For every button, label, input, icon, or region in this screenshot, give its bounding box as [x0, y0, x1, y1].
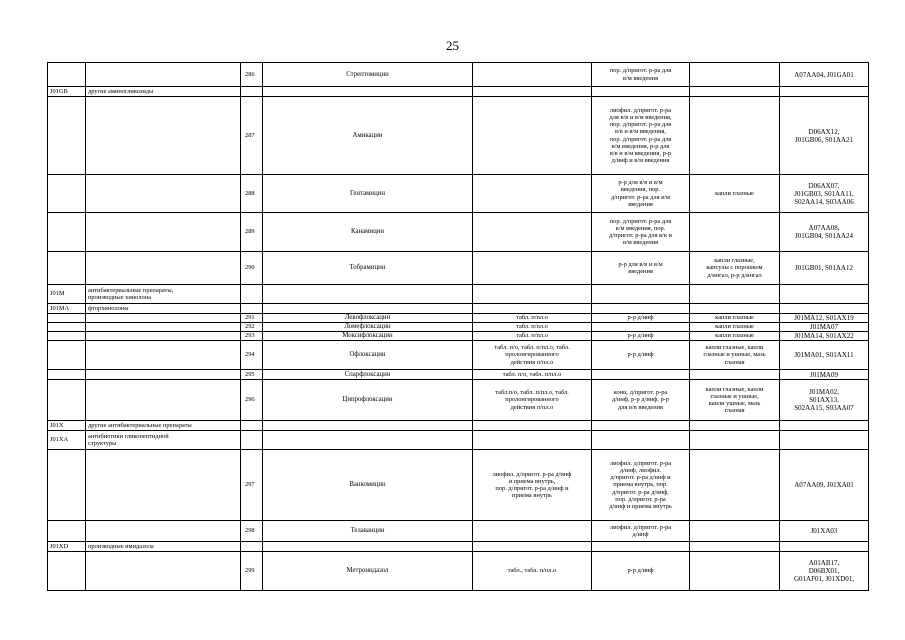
dosage-forms-parenteral [592, 421, 690, 431]
atc-group-code [48, 97, 86, 175]
table-row [48, 542, 869, 552]
atc-group-code: J01MA [48, 304, 86, 314]
dosage-forms-other [690, 521, 780, 542]
dosage-forms-parenteral: лиофил. д/пригот. р-ра для в/в и в/м введения, пор. д/пригот. р-ра для в/в и в/м введения, пор. д/пригот. р-ра для в/м введения, р-р для в/в и в/м введения, р-р д/инф и в/м введения [592, 97, 690, 175]
row-number: 296 [241, 380, 263, 421]
dosage-forms-parenteral [592, 542, 690, 552]
atc-group-code [48, 252, 86, 285]
group-name [86, 370, 241, 380]
drug-name: Ломефлоксацин [263, 323, 473, 332]
table-row [48, 97, 869, 175]
atc-codes: J01MA01, S01AX11 [780, 341, 869, 370]
dosage-forms-oral [473, 431, 592, 450]
dosage-forms-other [690, 552, 780, 591]
drug-name [263, 421, 473, 431]
atc-codes: J01MA12, S01AX19 [780, 314, 869, 323]
row-number: 294 [241, 341, 263, 370]
atc-codes [780, 431, 869, 450]
atc-codes: J01GB01, S01AA12 [780, 252, 869, 285]
dosage-forms-parenteral: р-р д/инф [592, 314, 690, 323]
row-number [241, 431, 263, 450]
dosage-forms-other [690, 87, 780, 97]
group-name: производные имидазола [86, 542, 241, 552]
dosage-forms-other: капли глазные, капли глазные и ушные, капли ушные, мазь глазная [690, 380, 780, 421]
table-row [48, 521, 869, 542]
drug-name: Гентамицин [263, 175, 473, 213]
row-number: 290 [241, 252, 263, 285]
drug-name: Левофлоксацин [263, 314, 473, 323]
drug-name: Стрептомицин [263, 63, 473, 87]
dosage-forms-oral [473, 175, 592, 213]
row-number: 289 [241, 213, 263, 252]
atc-group-code: J01XD [48, 542, 86, 552]
row-number: 299 [241, 552, 263, 591]
dosage-forms-oral [473, 285, 592, 304]
table-row [48, 421, 869, 431]
dosage-forms-other [690, 63, 780, 87]
atc-group-code [48, 380, 86, 421]
row-number: 288 [241, 175, 263, 213]
drug-name: Амикацин [263, 97, 473, 175]
dosage-forms-oral [473, 63, 592, 87]
drug-name: Метронидазол [263, 552, 473, 591]
dosage-forms-other [690, 97, 780, 175]
row-number [241, 304, 263, 314]
drug-name [263, 431, 473, 450]
dosage-forms-oral: табл. п/пл.о [473, 332, 592, 341]
dosage-forms-parenteral [592, 370, 690, 380]
dosage-forms-oral: табл. п/пл.о [473, 323, 592, 332]
group-name [86, 314, 241, 323]
atc-group-code [48, 332, 86, 341]
atc-group-code [48, 552, 86, 591]
atc-group-code [48, 63, 86, 87]
drug-name: Ципрофлоксацин [263, 380, 473, 421]
atc-group-code [48, 175, 86, 213]
dosage-forms-parenteral: пор. д/пригот. р-ра для в/м введения [592, 63, 690, 87]
group-name: другие аминогликозиды [86, 87, 241, 97]
dosage-forms-parenteral: р-р д/инф [592, 332, 690, 341]
atc-group-code: J01GB [48, 87, 86, 97]
dosage-forms-other: капли глазные, капсулы с порошком д/ингал, р-р д/ингал [690, 252, 780, 285]
dosage-forms-oral [473, 97, 592, 175]
dosage-forms-oral [473, 252, 592, 285]
dosage-forms-parenteral: лиофил. д/пригот. р-ра д/инф [592, 521, 690, 542]
row-number: 298 [241, 521, 263, 542]
table-row [48, 304, 869, 314]
table-row [48, 63, 869, 87]
group-name [86, 332, 241, 341]
table-row [48, 285, 869, 304]
row-number: 295 [241, 370, 263, 380]
atc-codes: D06AX07, J01GB03, S01AA11, S02AA14, S03AA06 [780, 175, 869, 213]
group-name [86, 97, 241, 175]
dosage-forms-parenteral: р-р д/инф [592, 552, 690, 591]
dosage-forms-parenteral [592, 323, 690, 332]
group-name [86, 341, 241, 370]
drug-name: Спарфлоксацин [263, 370, 473, 380]
drug-name: Офлоксацин [263, 341, 473, 370]
dosage-forms-parenteral [592, 87, 690, 97]
dosage-forms-parenteral: р-р д/инф [592, 341, 690, 370]
group-name: антибиотики гликопептидной структуры [86, 431, 241, 450]
dosage-forms-oral: табл.п/о, табл. п/пл.о, табл. пролонгированного действия п/пл.о [473, 380, 592, 421]
drug-name [263, 542, 473, 552]
atc-codes [780, 542, 869, 552]
atc-group-code [48, 314, 86, 323]
atc-codes [780, 285, 869, 304]
group-name [86, 175, 241, 213]
dosage-forms-parenteral: р-р для в/в и в/м введения [592, 252, 690, 285]
atc-codes: A01AB17, D06BX01, G01AF01, J01XD01, [780, 552, 869, 591]
dosage-forms-other: капли глазные [690, 314, 780, 323]
dosage-forms-oral: лиофил. д/пригот. р-ра д/инф и приема внутрь, пор. д/пригот. р-ра д/инф и приема внутрь [473, 450, 592, 521]
drug-name [263, 304, 473, 314]
row-number [241, 285, 263, 304]
dosage-forms-oral: табл. п/пл.о [473, 314, 592, 323]
atc-group-code [48, 450, 86, 521]
atc-group-code [48, 370, 86, 380]
group-name [86, 450, 241, 521]
row-number: 286 [241, 63, 263, 87]
atc-codes: J01MA02, S01AX13, S02AA15, S03AA07 [780, 380, 869, 421]
table-row [48, 450, 869, 521]
dosage-forms-other: капли глазные [690, 332, 780, 341]
table-row [48, 552, 869, 591]
drug-name [263, 285, 473, 304]
group-name [86, 252, 241, 285]
dosage-forms-oral [473, 421, 592, 431]
atc-group-code [48, 323, 86, 332]
dosage-forms-oral [473, 304, 592, 314]
atc-codes: J01MA09 [780, 370, 869, 380]
row-number: 293 [241, 332, 263, 341]
dosage-forms-parenteral [592, 431, 690, 450]
group-name [86, 213, 241, 252]
dosage-forms-parenteral [592, 285, 690, 304]
row-number: 297 [241, 450, 263, 521]
atc-group-code: J01M [48, 285, 86, 304]
atc-codes: J01MA07 [780, 323, 869, 332]
dosage-forms-oral [473, 521, 592, 542]
dosage-forms-other [690, 542, 780, 552]
dosage-forms-parenteral: лиофил. д/пригот. р-ра д/инф, лиофил. д/пригот. р-ра д/инф и приема внутрь, пор. д/пригот. р-ра д/инф, пор. д/пригот. р-ра д/инф и приема внутрь [592, 450, 690, 521]
group-name: фторхинолоны [86, 304, 241, 314]
table-row [48, 380, 869, 421]
atc-codes: J01MA14, S01AX22 [780, 332, 869, 341]
table-row [48, 87, 869, 97]
page-number: 25 [446, 38, 459, 53]
group-name [86, 521, 241, 542]
atc-codes: D06AX12, J01GB06, S01AA21 [780, 97, 869, 175]
dosage-forms-oral: табл. п/о, табл. п/пл.о [473, 370, 592, 380]
row-number: 287 [241, 97, 263, 175]
atc-group-code: J01X [48, 421, 86, 431]
dosage-forms-parenteral: конц. д/пригот. р-ра д/инф, р-р д/инф, р-р для в/в введения [592, 380, 690, 421]
dosage-forms-other [690, 213, 780, 252]
table-row [48, 252, 869, 285]
table-row [48, 370, 869, 380]
row-number [241, 542, 263, 552]
drug-name: Телаванцин [263, 521, 473, 542]
dosage-forms-oral: табл. п/о, табл. п/пл.о, табл. пролонгированного действия п/пл.о [473, 341, 592, 370]
row-number: 291 [241, 314, 263, 323]
atc-group-code [48, 213, 86, 252]
group-name [86, 552, 241, 591]
group-name [86, 63, 241, 87]
atc-group-code [48, 521, 86, 542]
dosage-forms-other [690, 304, 780, 314]
table-row [48, 175, 869, 213]
dosage-forms-parenteral [592, 304, 690, 314]
dosage-forms-other: капли глазные [690, 323, 780, 332]
group-name [86, 380, 241, 421]
drug-name: Моксифлоксацин [263, 332, 473, 341]
drug-name: Ванкомицин [263, 450, 473, 521]
group-name [86, 323, 241, 332]
atc-codes: A07AA08, J01GB04, S01AA24 [780, 213, 869, 252]
table-row [48, 332, 869, 341]
dosage-forms-parenteral: р-р для в/в и в/м введения, пор. д/пригот. р-ра для в/м введения [592, 175, 690, 213]
atc-group-code [48, 341, 86, 370]
table-row [48, 314, 869, 323]
atc-codes [780, 304, 869, 314]
dosage-forms-parenteral: пор. д/пригот. р-ра для в/м введения, пор. д/пригот. р-ра для в/в и в/м введения [592, 213, 690, 252]
group-name: другие антибактериальные препараты [86, 421, 241, 431]
row-number [241, 87, 263, 97]
dosage-forms-other [690, 370, 780, 380]
dosage-forms-other: капли глазные, капли глазные и ушные, мазь глазная [690, 341, 780, 370]
atc-codes [780, 421, 869, 431]
dosage-forms-oral [473, 542, 592, 552]
table-row [48, 213, 869, 252]
dosage-forms-other [690, 421, 780, 431]
atc-codes: J01XA03 [780, 521, 869, 542]
dosage-forms-oral: табл., табл. п/пл.о [473, 552, 592, 591]
dosage-forms-other: капли глазные [690, 175, 780, 213]
drug-name: Канамицин [263, 213, 473, 252]
atc-codes: A07AA09, J01XA01 [780, 450, 869, 521]
table-row [48, 323, 869, 332]
atc-group-code: J01XA [48, 431, 86, 450]
table-row [48, 431, 869, 450]
atc-codes [780, 87, 869, 97]
drug-table [47, 62, 869, 591]
group-name: антибактериальные препараты, производные хинолона [86, 285, 241, 304]
dosage-forms-other [690, 450, 780, 521]
drug-name: Тобрамицин [263, 252, 473, 285]
drug-name [263, 87, 473, 97]
dosage-forms-oral [473, 87, 592, 97]
row-number [241, 421, 263, 431]
dosage-forms-other [690, 431, 780, 450]
dosage-forms-oral [473, 213, 592, 252]
table-row [48, 341, 869, 370]
atc-codes: A07AA04, J01GA01 [780, 63, 869, 87]
dosage-forms-other [690, 285, 780, 304]
row-number: 292 [241, 323, 263, 332]
